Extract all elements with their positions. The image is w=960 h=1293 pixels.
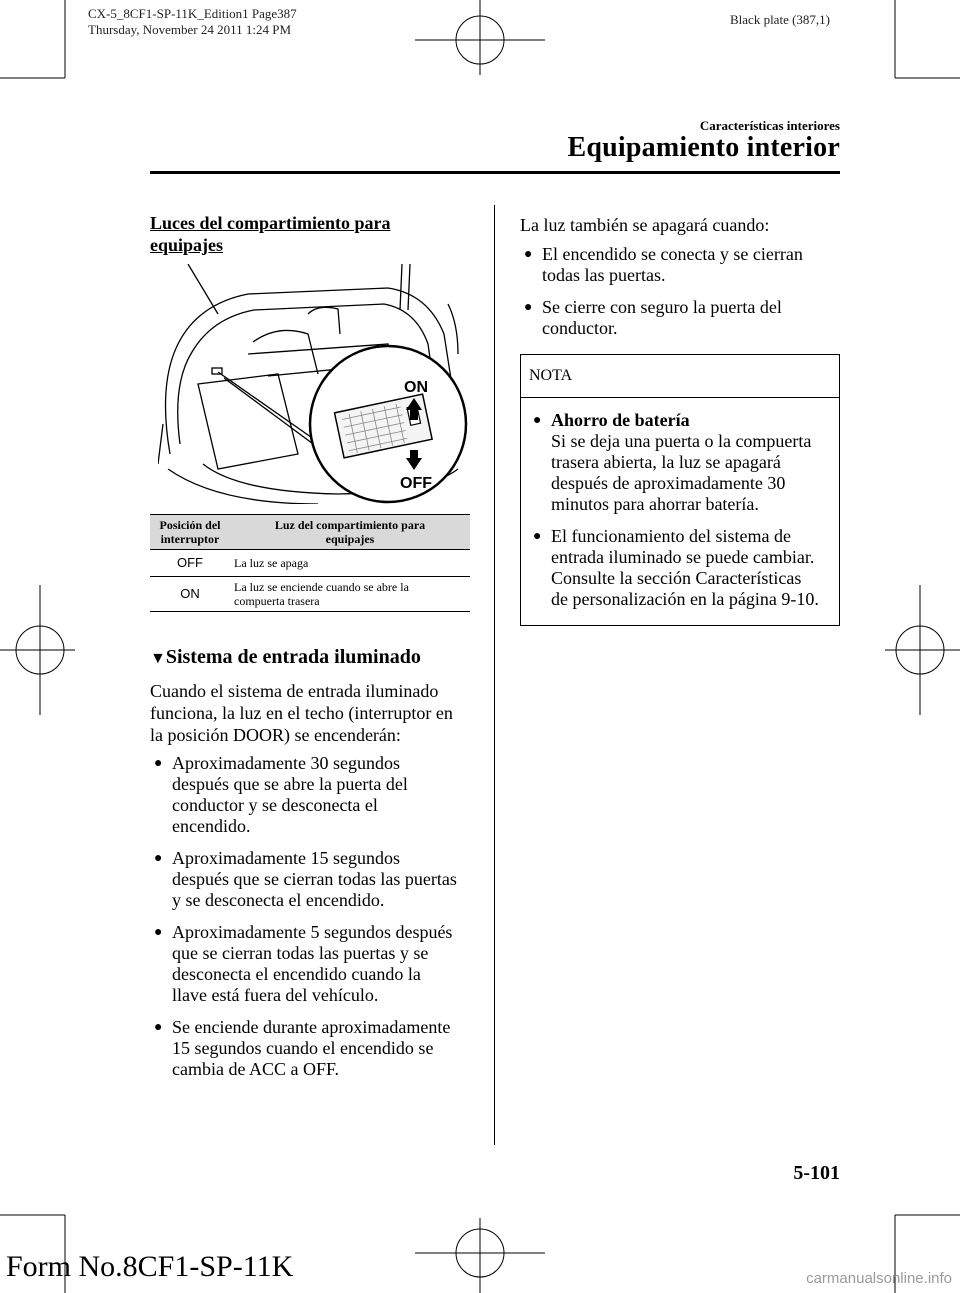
- lit-entry-heading: [150, 645, 421, 671]
- light-off-bullet-list: [520, 244, 850, 350]
- bullet-icon: ●: [524, 247, 533, 262]
- plate-info: Black plate (387,1): [730, 12, 830, 27]
- lit-entry-title: Sistema de entrada iluminado: [165, 646, 421, 668]
- section-subtitle: Características interiores: [699, 118, 840, 133]
- figure-label-off: OFF: [400, 475, 432, 492]
- bullet-icon: ●: [154, 925, 163, 940]
- note-box: [520, 354, 840, 626]
- watermark: carmanualsonline.info: [806, 1270, 952, 1287]
- header-rule: [150, 171, 840, 174]
- bullet-icon: ●: [524, 300, 533, 315]
- print-job-line-1: CX-5_8CF1-SP-11K_Edition1 Page387: [88, 6, 297, 21]
- page-number: 5-101: [793, 1162, 840, 1184]
- light-off-intro: La luz también se apagará cuando:: [520, 215, 770, 235]
- column-divider: [494, 205, 495, 1145]
- table-header-position: Posición del interruptor: [150, 515, 230, 550]
- figure-label-on: ON: [404, 379, 428, 396]
- list-item: ● Aproximadamente 5 segundos después que se cierran todas las puertas y se desconecta el encendido cuando la llave está fuera del vehículo.: [154, 922, 453, 1005]
- note-title: NOTA: [521, 355, 839, 398]
- lit-entry-intro: Cuando el sistema de entrada iluminado funciona, la luz en el techo (interruptor en la posición DOOR) se encenderán:: [150, 681, 453, 745]
- print-job-info: [88, 6, 297, 38]
- luggage-light-heading: [150, 212, 390, 256]
- note-item-title: Ahorro de batería: [551, 410, 690, 430]
- list-item: ● El funcionamiento del sistema de entrada iluminado se puede cambiar. Consulte la sección Características de personalización en la página 9-10.: [533, 526, 819, 609]
- table-header-row: [150, 515, 470, 550]
- list-item: ● Aproximadamente 30 segundos después que se abre la puerta del conductor y se desconecta el encendido.: [154, 753, 408, 836]
- bullet-icon: ●: [533, 529, 542, 544]
- table-row: [150, 577, 470, 612]
- note-body: [521, 398, 839, 625]
- table-cell-light: La luz se apaga: [230, 550, 470, 577]
- list-item: ● Ahorro de batería Si se deja una puerta o la compuerta trasera abierta, la luz se apagará después de aproximadamente 30 minutos para ahorrar batería.: [529, 410, 831, 515]
- bullet-icon: ●: [154, 1020, 163, 1035]
- triangle-marker-icon: ▼: [150, 650, 166, 667]
- section-title: Equipamiento interior: [567, 132, 840, 163]
- list-item: ● Aproximadamente 15 segundos después que se cierran todas las puertas y se desconecta el encendido.: [154, 848, 457, 910]
- table-cell-position: OFF: [150, 550, 230, 577]
- luggage-light-heading-line-1: Luces del compartimiento para: [150, 213, 391, 233]
- table-cell-light: La luz se enciende cuando se abre la compuerta trasera: [230, 577, 470, 612]
- luggage-compartment-illustration: [158, 264, 470, 504]
- list-item: ● Se cierre con seguro la puerta del conductor.: [524, 297, 782, 338]
- luggage-light-heading-line-2: equipajes: [150, 235, 224, 255]
- switch-position-table: [150, 514, 470, 612]
- bullet-icon: ●: [533, 413, 542, 428]
- list-item: ● El encendido se conecta y se cierran todas las puertas.: [524, 244, 803, 285]
- table-row: [150, 550, 470, 577]
- print-job-line-2: Thursday, November 24 2011 1:24 PM: [88, 22, 292, 37]
- lit-entry-bullet-list: [150, 753, 480, 1091]
- table-header-light: Luz del compartimiento para equipajes: [230, 515, 470, 550]
- bullet-icon: ●: [154, 756, 163, 771]
- bullet-icon: ●: [154, 851, 163, 866]
- list-item: ● Se enciende durante aproximadamente 15 segundos cuando el encendido se cambia de ACC a OFF.: [154, 1017, 451, 1079]
- table-cell-position: ON: [150, 577, 230, 612]
- form-number: Form No.8CF1-SP-11K: [6, 1250, 294, 1283]
